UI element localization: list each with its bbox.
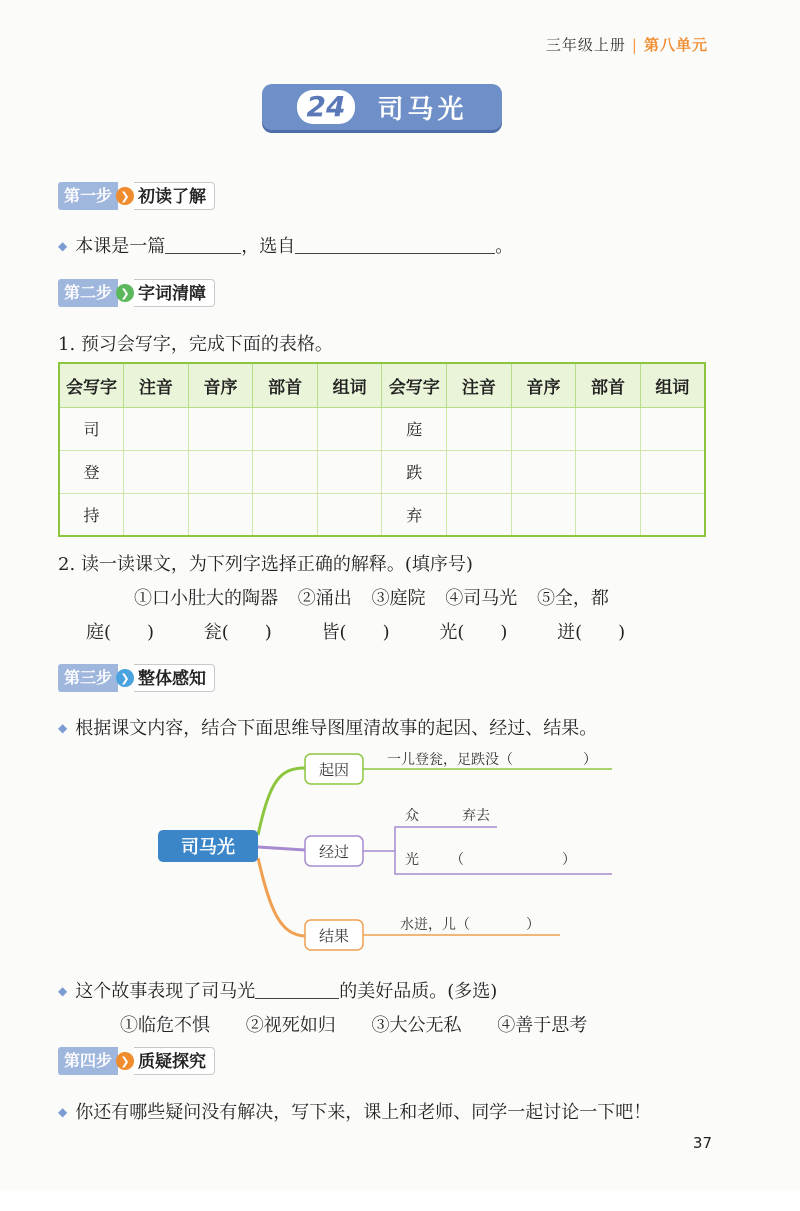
option-item: ①口小肚大的陶器 [134, 588, 278, 609]
section1-text-a: 本课是一篇 [75, 236, 166, 257]
section4-prompt: 你还有哪些疑问没有解决，写下来，课上和老师、同学一起讨论一下吧！ [75, 1102, 652, 1123]
step-4-heading [58, 1047, 215, 1075]
answer-cell[interactable] [253, 493, 318, 536]
section4-line [58, 1098, 651, 1124]
col-header: 部首 [253, 363, 318, 407]
answer-cell[interactable] [124, 450, 189, 493]
header-separator: | [631, 36, 638, 54]
answer-cell[interactable] [188, 493, 253, 536]
step-4-tag: 第四步 [58, 1047, 118, 1075]
genre-blank[interactable] [165, 236, 241, 254]
chevron-right-icon: ❯ [116, 187, 134, 205]
section3b-text-a: 这个故事表现了司马光 [75, 981, 256, 1002]
char-cell: 弃 [382, 493, 447, 536]
char-cell: 持 [59, 493, 124, 536]
col-header: 注音 [447, 363, 512, 407]
answer-cell[interactable] [188, 450, 253, 493]
character-table [58, 362, 706, 537]
quality-blank[interactable] [255, 981, 339, 999]
lesson-title-banner [262, 84, 502, 130]
story-mindmap [0, 740, 800, 965]
q1-prompt: 1. 预习会写字，完成下面的表格。 [58, 334, 333, 355]
answer-cell[interactable] [511, 450, 576, 493]
cause-connector [258, 768, 305, 835]
section1-line [58, 232, 513, 258]
option-item: ③庭院 [371, 588, 426, 609]
q2-fill-row [86, 618, 639, 644]
col-header: 组词 [317, 363, 382, 407]
answer-cell[interactable] [317, 407, 382, 450]
step-3-heading [58, 664, 215, 692]
step-2-heading [58, 279, 215, 307]
step-1-label: 初读了解 [134, 182, 215, 210]
col-header: 部首 [576, 363, 641, 407]
process-text-2b: （ ） [450, 852, 576, 868]
process-node-label: 经过 [318, 843, 350, 861]
answer-cell[interactable] [253, 407, 318, 450]
step-4-label: 质疑探究 [134, 1047, 215, 1075]
section3b-line [58, 977, 497, 1003]
cause-text: 一儿登瓮，足跌没（ ） [387, 752, 597, 768]
answer-cell[interactable] [317, 450, 382, 493]
option-item: ④司马光 [445, 588, 518, 609]
char-cell: 司 [59, 407, 124, 450]
process-text-1b: 弃去 [462, 808, 490, 824]
step-3-label: 整体感知 [134, 664, 215, 692]
col-header: 注音 [124, 363, 189, 407]
section1-text-end: 。 [495, 236, 514, 257]
step-1-tag: 第一步 [58, 182, 118, 210]
col-header: 组词 [640, 363, 705, 407]
section3-prompt-line [58, 714, 597, 740]
col-header: 音序 [511, 363, 576, 407]
chevron-right-icon: ❯ [116, 669, 134, 687]
answer-cell[interactable] [124, 493, 189, 536]
source-blank[interactable] [295, 236, 495, 254]
center-node-label: 司马光 [181, 837, 235, 858]
page-header [546, 34, 708, 55]
q2-prompt: 2. 读一读课文，为下列字选择正确的解释。(填序号) [58, 554, 473, 575]
answer-cell[interactable] [317, 493, 382, 536]
table-row [59, 493, 705, 536]
step-3-tag: 第三步 [58, 664, 118, 692]
answer-cell[interactable] [188, 407, 253, 450]
option-item: ⑤全，都 [536, 588, 609, 609]
char-cell: 跌 [382, 450, 447, 493]
lesson-number: 24 [297, 90, 356, 124]
process-text-1a: 众 [405, 808, 419, 824]
chevron-right-icon: ❯ [116, 284, 134, 302]
fill-item[interactable]: 皆( ) [321, 622, 390, 643]
col-header: 会写字 [382, 363, 447, 407]
process-text-2a: 光 [405, 852, 419, 868]
chevron-right-icon: ❯ [116, 1052, 134, 1070]
fill-item[interactable]: 光( ) [439, 622, 508, 643]
answer-cell[interactable] [447, 450, 512, 493]
col-header: 音序 [188, 363, 253, 407]
answer-cell[interactable] [640, 407, 705, 450]
option-item: ①临危不惧 [120, 1015, 210, 1036]
diamond-bullet-icon: ◆ [58, 1105, 68, 1119]
section3b-text-b: 的美好品质。(多选) [339, 981, 498, 1002]
option-item: ③大公无私 [371, 1015, 462, 1036]
answer-cell[interactable] [576, 407, 641, 450]
table-header-row [59, 363, 705, 407]
col-header: 会写字 [59, 363, 124, 407]
process-connector [258, 847, 305, 850]
section3-prompt: 根据课文内容，结合下面思维导图厘清故事的起因、经过、结果。 [75, 718, 598, 739]
cause-node-label: 起因 [318, 761, 350, 779]
page-number: 37 [692, 1134, 712, 1152]
answer-cell[interactable] [124, 407, 189, 450]
step-1-heading [58, 182, 215, 210]
char-cell: 庭 [382, 407, 447, 450]
header-unit: 第八单元 [643, 36, 708, 54]
answer-cell[interactable] [447, 493, 512, 536]
answer-cell[interactable] [576, 493, 641, 536]
answer-cell[interactable] [511, 493, 576, 536]
fill-item[interactable]: 瓮( ) [203, 622, 272, 643]
lesson-title: 司马光 [377, 94, 468, 125]
step-2-tag: 第二步 [58, 279, 118, 307]
result-node-label: 结果 [318, 927, 350, 945]
step-2-label: 字词清障 [134, 279, 215, 307]
diamond-bullet-icon: ◆ [58, 721, 68, 735]
option-item: ④善于思考 [497, 1015, 588, 1036]
option-item: ②涌出 [297, 588, 352, 609]
result-text: 水迸，儿（ ） [400, 917, 540, 933]
char-cell: 登 [59, 450, 124, 493]
diamond-bullet-icon: ◆ [58, 239, 68, 253]
option-item: ②视死如归 [245, 1015, 336, 1036]
table-row [59, 450, 705, 493]
answer-cell[interactable] [253, 450, 318, 493]
section3b-options [120, 1011, 601, 1037]
fill-item[interactable]: 迸( ) [557, 622, 626, 643]
fill-item[interactable]: 庭( ) [86, 622, 155, 643]
section1-text-b: ，选自 [241, 236, 296, 257]
answer-cell[interactable] [640, 493, 705, 536]
result-connector [258, 858, 305, 936]
table-row [59, 407, 705, 450]
answer-cell[interactable] [511, 407, 576, 450]
header-grade: 三年级上册 [545, 36, 626, 54]
diamond-bullet-icon: ◆ [58, 984, 68, 998]
q2-options [134, 584, 623, 610]
answer-cell[interactable] [447, 407, 512, 450]
answer-cell[interactable] [576, 450, 641, 493]
answer-cell[interactable] [640, 450, 705, 493]
